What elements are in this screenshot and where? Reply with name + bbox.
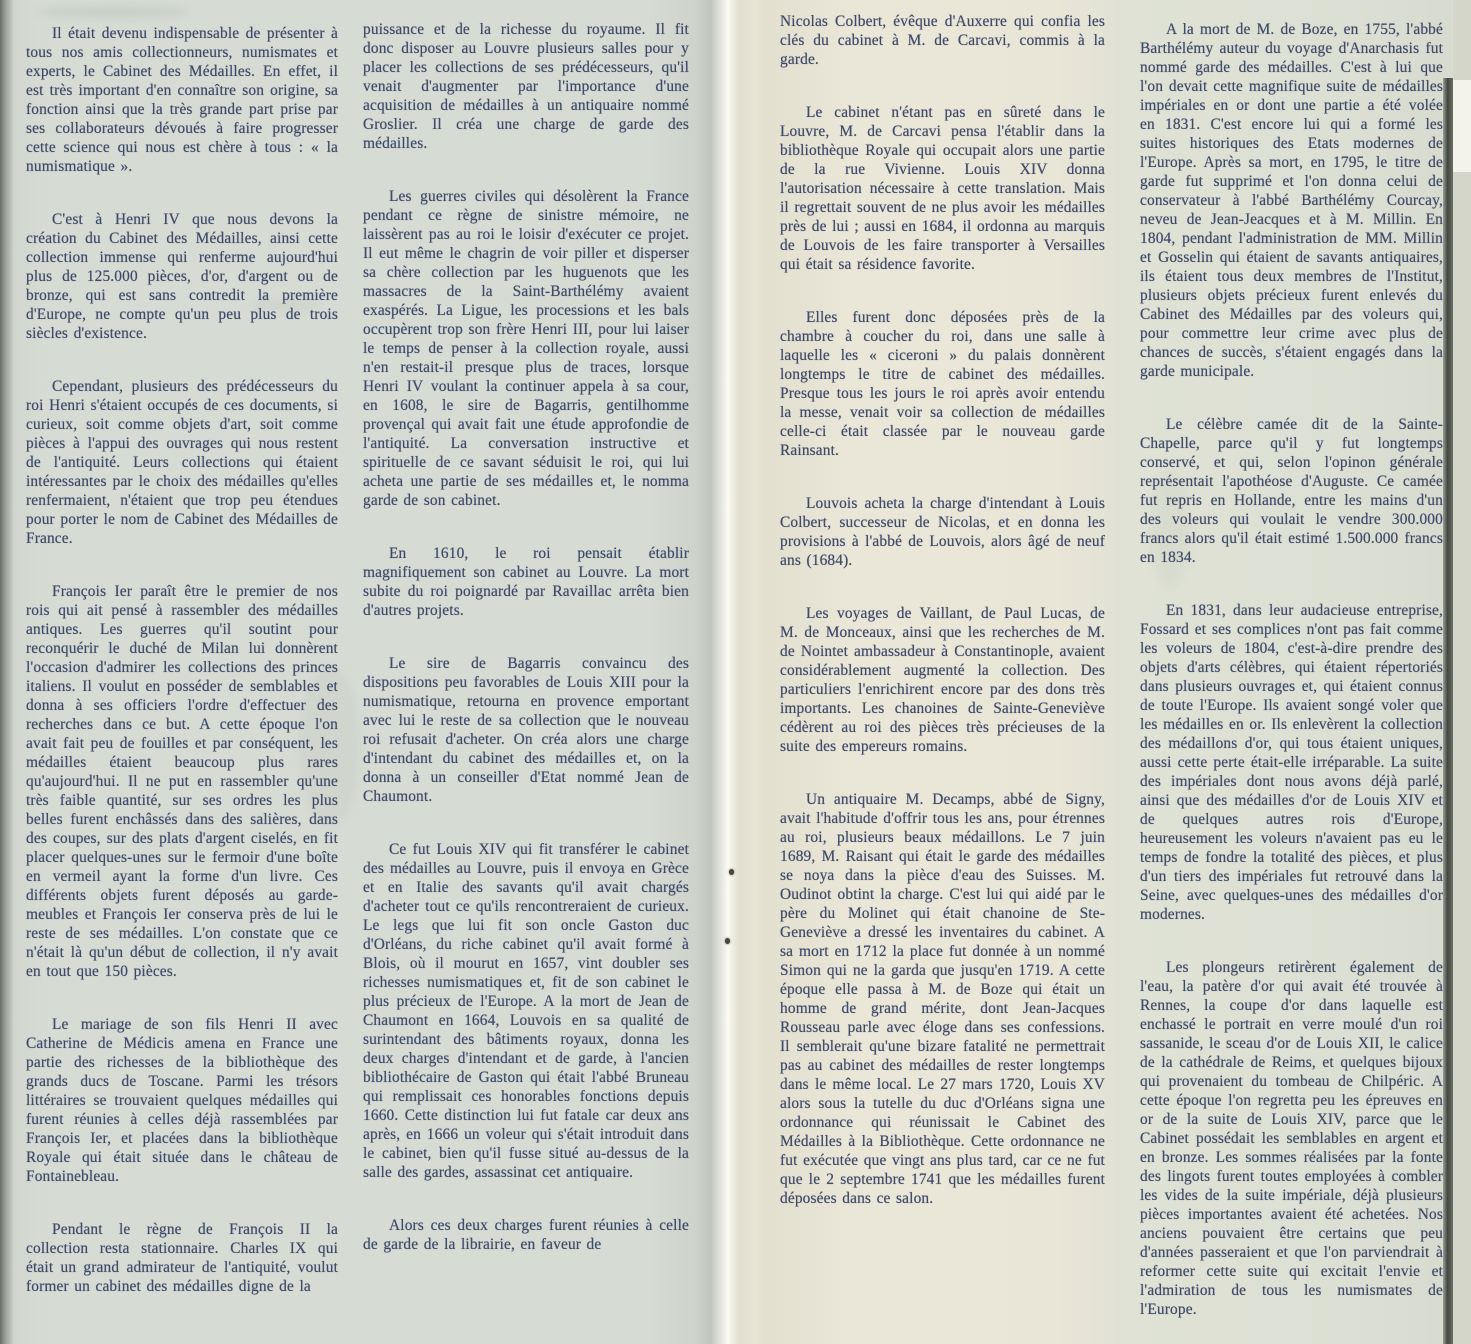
paragraph: Les guerres civiles qui désolèrent la France pendant ce règne de sinistre mémoire, ne laissèrent pas au roi le loisir d'exécuter ce projet. Il eut même le chagrin de voir piller et disperser sa chère collection par les huguenots que les massacres de la Saint-Barthélémy avaient exaspérés. La Ligue, les processions et les bals occupèrent trop son frère Henri III, pour lui laiser le temps de penser à la collection royale, aussi n'en restait-il presque plus de traces, lorsque Henri IV voulant la continuer appela à sa cour, en 1608, le sire de Bagarris, gentilhomme provençal qui avait fait une étude approfondie de l'antiquité. La conversation instructive et spirituelle de ce savant séduisit le roi, qui lui acheta une partie de ses médailles et, le nomma garde de son cabinet.	[363, 188, 689, 509]
paragraph: Pendant le règne de François II la collection resta stationnaire. Charles IX qui était un grand admirateur de l'antiquité, voulut former un cabinet des médailles digne de la	[26, 1221, 338, 1295]
paragraph: A la mort de M. de Boze, en 1755, l'abbé Barthélémy auteur du voyage d'Anarchasis fut nommé garde des médailles. C'est à lui que l'on devait cette magnifique suite de médailles impériales en or dont une partie a été volée en 1831. C'est encore lui qui a formé les suites historiques des Etats modernes de l'Europe. Après sa mort, en 1795, le titre de garde fut supprimé et l'on donna celui de conservateur à l'abbé Barthélémy Courcay, neveu de Jean-Jeacques et à M. Millin. En 1804, pendant l'administration de MM. Millin et Gosselin qui étaient de savants antiquaires, ils étaient tous deux membres de l'Institut, plusieurs objets précieux furent enlevés du Cabinet des Médailles par des voleurs qui, pour commettre leur crime avec plus de chances de succès, s'étaient engagés dans la garde municipale.	[1140, 21, 1443, 380]
paragraph: Le cabinet n'étant pas en sûreté dans le Louvre, M. de Carcavi pensa l'établir dans la bibliothèque Royale qui occupait alors une partie de la rue Vivienne. Louis XIV donna l'autorisation nécessaire à cette translation. Mais il regrettait souvent de ne plus avoir les médailles près de lui ; aussi en 1684, il ordonna au marquis de Louvois de les faire transporter à Versailles qui était sa résidence favorite.	[780, 104, 1105, 273]
paragraph: Ce fut Louis XIV qui fit transférer le cabinet des médailles au Louvre, puis il envoya en Grèce et en Italie des savants qu'il avait chargés d'acheter tout ce qu'ils rencontreraient de curieux. Le legs que lui fit son oncle Gaston duc d'Orléans, du riche cabinet qu'il avait formé à Blois, où il mourut en 1657, vint doubler ses richesses numismatiques et, fit de son cabinet le plus précieux de l'Europe. A la mort de Jean de Chaumont en 1664, Louvois en sa qualité de surintendant des bâtiments royaux, donna les deux charges d'intendant et de garde, à l'ancien bibliothécaire de Gaston qui était l'abbé Bruneau qui remplissait ces honorables fonctions depuis 1660. Cette distinction lui fut fatale car deux ans après, en 1666 un voleur qui s'était introduit dans le cabinet, bien qu'il fusse situé au-dessus de la salle des gardes, assassinat cet antiquaire.	[363, 841, 689, 1181]
text-column-3	[780, 12, 1105, 1208]
underlying-page-edge	[1443, 78, 1453, 1344]
adjacent-page-highlight	[1453, 80, 1471, 172]
paragraph: Un antiquaire M. Decamps, abbé de Signy, avait l'habitude d'offrir tous les ans, pour étrennes au roi, plusieurs beaux médaillons. Le 7 juin 1689, M. Raisant qui était le garde des médailles se noya dans la pièce d'eau des Suisses. M. Oudinot obtint la charge. C'est lui qui aidé par le père du Molinet qui était chanoine de Ste-Geneviève a dressé les inventaires du cabinet. A sa mort en 1712 la place fut donnée à un nommé Simon qui ne la garda que jusqu'en 1719. A cette époque elle passa à M. de Boze qui était un homme de grand mérite, dont Jean-Jacques Rousseau parle avec éloge dans ses confessions. Il semblerait qu'une bizare fatalité ne permettrait pas au cabinet des médailles de rester longtemps dans le même local. Le 27 mars 1720, Louis XV alors sous la tutelle du duc d'Orléans signa une ordonnance qui réunissait le Cabinet des Médailles à la Bibliothèque. Cette ordonnance ne fut exécutée que vingt ans plus tard, car ce ne fut que le 2 septembre 1741 que les médailles furent déposées dans ce salon.	[780, 791, 1105, 1207]
paragraph: En 1610, le roi pensait établir magnifiquement son cabinet au Louvre. La mort subite du roi poignardé par Ravaillac arrêta bien d'autres projets.	[363, 545, 689, 619]
paragraph: Cependant, plusieurs des prédécesseurs du roi Henri s'étaient occupés de ces documents, si curieux, soit comme objets d'art, soit comme pièces à l'appui des ouvrages qui nous restent de l'antiquité. Leurs collections qui étaient intéressantes par le choix des médailles qu'elles renfermaient, n'étaient que trop peu étendues pour porter le nom de Cabinet des Médailles de France.	[26, 378, 338, 547]
paragraph: Elles furent donc déposées près de la chambre à coucher du roi, dans une salle à laquelle les « ciceroni » du palais donnèrent longtemps le titre de cabinet des médailles. Presque tous les jours le roi après avoir entendu la messe, venait voir sa collection de médailles celle-ci était classée par le nouveau garde Rainsant.	[780, 309, 1105, 459]
paragraph: Il était devenu indispensable de présenter à tous nos amis collectionneurs, numismates et experts, le Cabinet des Médailles. En effet, il est très important d'en connaître son origine, sa fonction ainsi que la très grande part prise par ses collaborateurs dévoués à faire progresser cette science qui nous est chère à tous : « la numismatique ».	[26, 25, 338, 175]
text-column-2	[363, 20, 689, 1254]
text-column-1	[26, 24, 338, 1296]
page-left-edge-shadow	[0, 0, 14, 1344]
paragraph: Le célèbre camée dit de la Sainte-Chapelle, parce qu'il y fut longtemps conservé, et qui, selon l'opinon générale représentait l'apothéose d'Auguste. Ce camée fut repris en Hollande, entre les mains d'un des voleurs qui voulait le vendre 300.000 francs alors qu'il était estimé 1.500.000 francs en 1834.	[1140, 416, 1443, 566]
showthrough-smudge	[38, 6, 188, 18]
paragraph: Le sire de Bagarris convaincu des dispositions peu favorables de Louis XIII pour la numismatique, retourna en provence emportant avec lui le reste de sa collection que le nouveau roi refusait d'acheter. On créa alors une charge d'intendant du cabinet des médailles et, on la donna à un conseiller d'Etat nommé Jean de Chaumont.	[363, 655, 689, 805]
adjacent-page-sliver	[1453, 0, 1471, 1344]
paragraph: Alors ces deux charges furent réunies à celle de garde de la librairie, en faveur de	[363, 1217, 689, 1253]
paragraph: Les voyages de Vaillant, de Paul Lucas, de M. de Monceaux, ainsi que les recherches de M. de Nointet ambassadeur à Constantinople, avaient considérablement augmenté la collection. Des particuliers l'enrichirent encore par des dons très importants. Les chanoines de Sainte-Geneviève cédèrent au roi des pièces très précieuses de la suite des empereurs romains.	[780, 605, 1105, 755]
staple-dot	[729, 869, 734, 875]
paragraph: Les plongeurs retirèrent également de l'eau, la patère d'or qui avait été trouvée à Rennes, la coupe d'or dans laquelle est enchassé le portrait en verre moulé d'un roi sassanide, le sceau d'or de Louis XII, le calice de la cathédrale de Reims, et quelques bijoux qui provenaient du tombeau de Chilpéric. A cette époque l'on regretta peu les épreuves en or de la suite de Louis XIV, parce que le Cabinet possédait les semblables en argent et en bronze. Les sommes réalisées par la fonte des lingots furent toutes employées à combler les vides de la suite impériale, déjà plusieurs pièces importantes avaient été achetées. Nos anciens pouvaient être certains que peu d'années passeraient et que l'on parviendrait à reformer cette suite qui excitait l'envie et l'admiration de tous les numismates de l'Europe.	[1140, 959, 1443, 1318]
paragraph: François Ier paraît être le premier de nos rois qui ait pensé à rassembler des médailles antiques. Les guerres qu'il soutint pour reconquérir le duché de Milan lui donnèrent l'occasion d'admirer les collections des princes italiens. Il voulut en posséder de semblables et donna à ses officiers l'ordre d'effectuer des recherches dans ce but. A cette époque l'on avait fait peu de fouilles et par conséquent, les médailles étaient beaucoup plus rares qu'aujourd'hui. Il ne put en rassembler qu'une très faible quantité, sur ses ordres les plus belles furent enchâssés dans des salières, dans des coupes, sur des plats d'argent ciselés, en fit placer quelques-unes sur le fermoir d'une boîte en vermeil ayant la forme d'un livre. Ces différents objets furent déposés au garde-meubles et François Ier conserva près de lui le reste de ses médailles. L'on constate que ce n'était là qu'un début de collection, il n'y avait en tout que 150 pièces.	[26, 583, 338, 980]
paragraph: C'est à Henri IV que nous devons la création du Cabinet des Médailles, ainsi cette collection immense qui renferme aujourd'hui plus de 125.000 pièces, d'or, d'argent ou de bronze, qui est sans contredit la première d'Europe, ne compte qu'un peu plus de trois siècles d'existence.	[26, 211, 338, 342]
paragraph: Nicolas Colbert, évêque d'Auxerre qui confia les clés du cabinet à M. de Carcavi, commis à la garde.	[780, 13, 1105, 68]
paragraph: puissance et de la richesse du royaume. Il fit donc disposer au Louvre plusieurs salles pour y placer les collections de ses prédécesseurs, qu'il venait d'augmenter par l'importance d'une acquisition de médailles à un antiquaire nommé Groslier. Il créa une charge de garde des médailles.	[363, 21, 689, 152]
paragraph: En 1831, dans leur audacieuse entreprise, Fossard et ses complices n'ont pas fait comme les voleurs de 1804, c'est-à-dire prendre des objets d'arts célèbres, qui étaient répertoriés dans plusieurs ouvrages et, qui étaient connus de toute l'Europe. Ils avaient songé voler que les médailles en or. Ils enlevèrent la collection des médaillons d'or, qui tous étaient uniques, aussi cette perte était-elle irréparable. La suite des impériales dont nous avons déjà parlé, ainsi que des médailles d'or de Louis XIV et de quelques autres rois d'Europe, heureusement les voleurs n'avaient pas eu le temps de fondre la totalité des pièces, et plus d'un tiers des impériales fut retrouvé dans la Seine, avec quelques-unes des médailles d'or modernes.	[1140, 602, 1443, 923]
text-column-4	[1140, 20, 1443, 1319]
paragraph: Le mariage de son fils Henri II avec Catherine de Médicis amena en France une partie des richesses de la bibliothèque des grands ducs de Toscane. Parmi les trésors littéraires se trouvaient quelques médailles qui furent réunies à celles déjà rassemblées par François Ier, et placées dans la bibliothèque Royale qui était située dans le château de Fontainebleau.	[26, 1016, 338, 1185]
staple-dot	[725, 938, 730, 944]
center-fold-crease	[698, 0, 756, 1344]
paragraph: Louvois acheta la charge d'intendant à Louis Colbert, successeur de Nicolas, et en donna les provisions à l'abbé de Louvois, alors âgé de neuf ans (1684).	[780, 495, 1105, 569]
